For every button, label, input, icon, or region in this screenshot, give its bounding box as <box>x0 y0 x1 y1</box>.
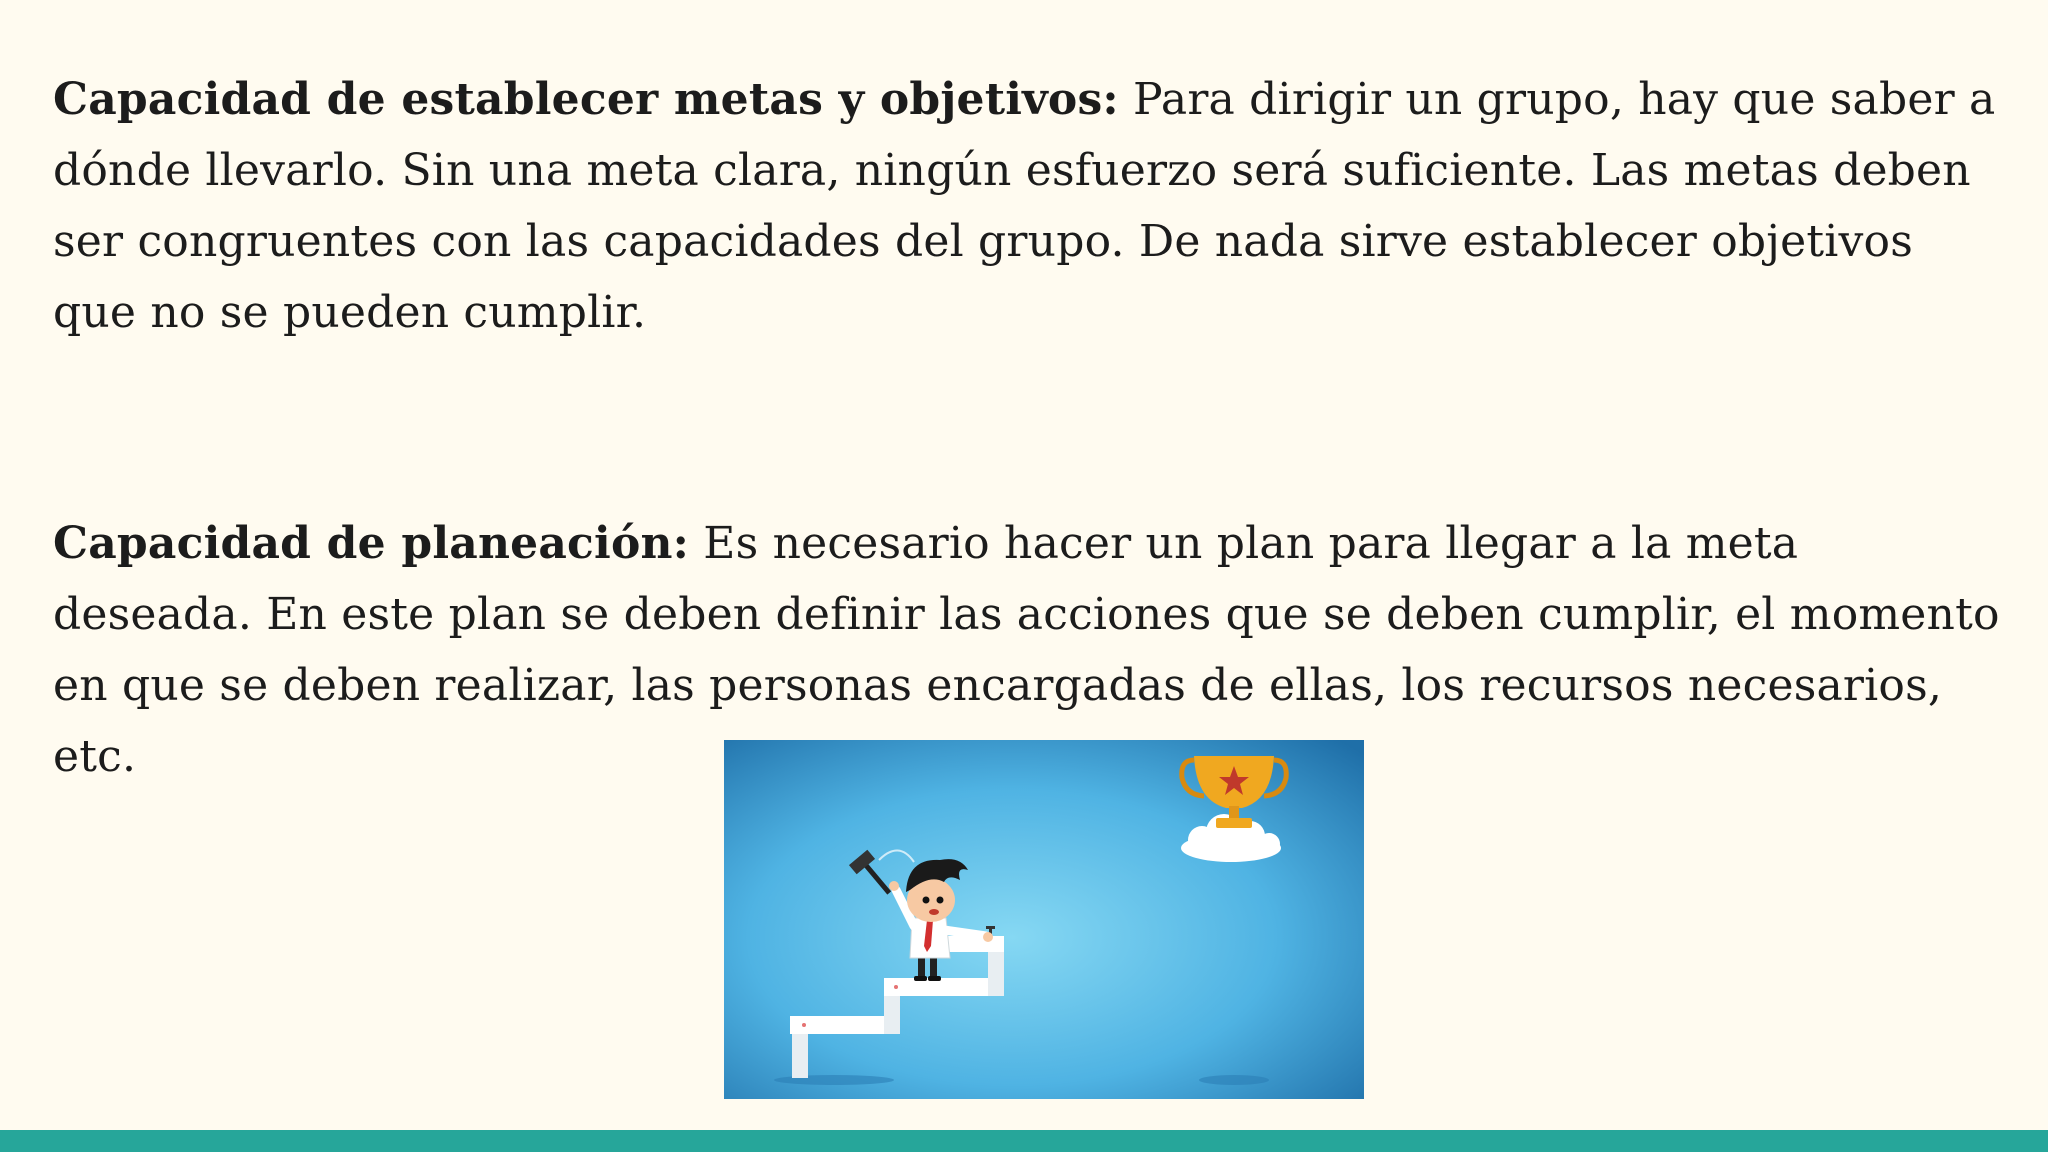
paragraph-heading: Capacidad de planeación: <box>53 518 690 569</box>
businessman-building-stairs-to-trophy-icon <box>724 740 1364 1099</box>
bottom-accent-bar <box>0 1130 2048 1152</box>
paragraph-goal-setting <box>53 64 2003 348</box>
paragraph-text: Para dirigir un grupo, hay que saber a dónde llevarlo. Sin una meta clara, ningún esfuerzo será suficiente. Las metas deben ser congruentes con las capacidades del grupo. De nada sirve establecer objetivos que no se pueden cumplir. <box>53 74 1996 338</box>
paragraph-heading: Capacidad de establecer metas y objetivos: <box>53 74 1119 125</box>
paragraph-text: Es necesario hacer un plan para llegar a la meta deseada. En este plan se deben definir las acciones que se deben cumplir, el momento en que se deben realizar, las personas encargadas de ellas, los recursos necesarios, etc. <box>53 518 2000 782</box>
